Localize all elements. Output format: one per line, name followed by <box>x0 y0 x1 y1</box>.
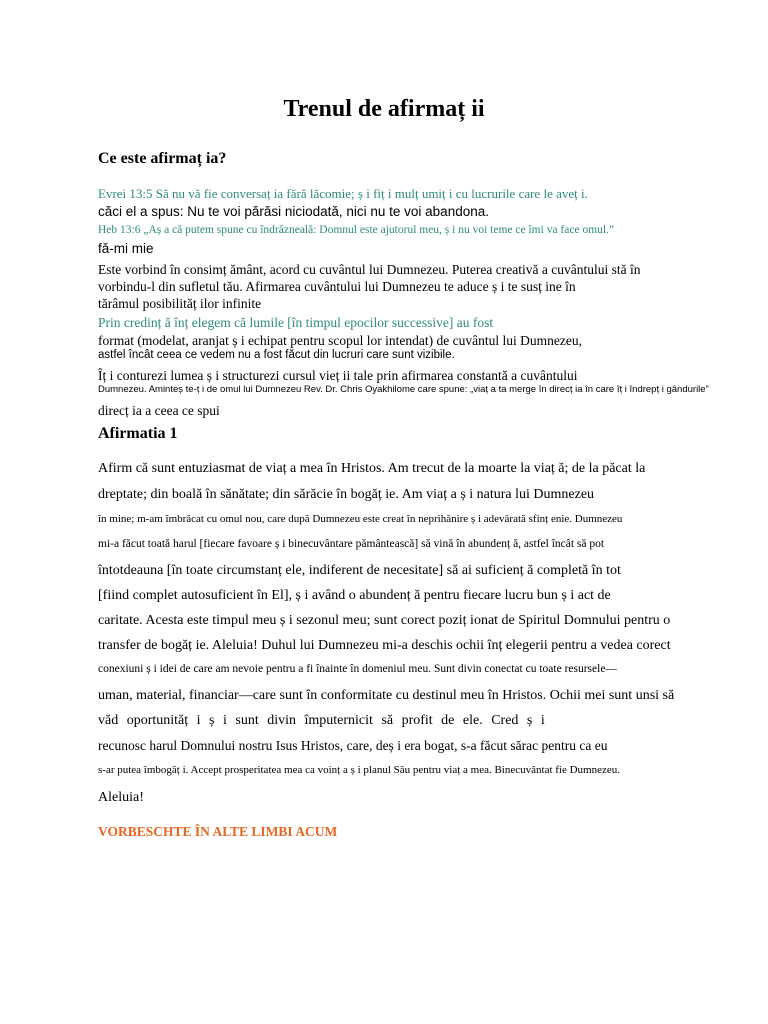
body-line: văd oportunităț i ș i sunt divin împuternicit să profit de ele. Cred ș i <box>98 713 545 728</box>
scripture-line: Prin credinț ă înț elegem că lumile [în timpul epocilor successive] au fost <box>98 315 494 330</box>
body-line: astfel încât ceea ce vedem nu a fost făcut din lucruri care sunt vizibile. <box>98 349 455 361</box>
body-line: mi-a făcut toată harul [fiecare favoare ș i binecuvântare pământească] să vină în abundenț ă, astfel încât să pot <box>98 538 605 550</box>
body-line: în mine; m-am îmbrăcat cu omul nou, care după Dumnezeu este creat în neprihănire ș i adevărată sfinț enie. Dumnezeu <box>98 513 623 525</box>
body-line: căci el a spus: Nu te voi părăsi niciodată, nici nu te voi abandona. <box>98 204 489 219</box>
scripture-line: Heb 13:6 „Aș a că putem spune cu îndrăzneală: Domnul este ajutorul meu, ș i nu voi teme ce îmi va face omul.” <box>98 224 615 236</box>
body-line: întotdeauna [în toate circumstanț ele, indiferent de necesitate] să ai suficienț ă completă în tot <box>98 563 621 578</box>
body-line: Dumnezeu. Aminteș te-ț i de omul lui Dumnezeu Rev. Dr. Chris Oyakhilome care spune: „viaț a ta merge în direcț ia în care îț i îndrepț i gândurile” <box>98 384 709 395</box>
body-line: caritate. Acesta este timpul meu ș i sezonul meu; sunt corect poziț ionat de Spiritul Domnului pentru o <box>98 613 671 628</box>
section-heading: Ce este afirmaț ia? <box>98 150 227 167</box>
body-line: fă-mi mie <box>98 241 154 256</box>
body-line: Îț i conturezi lumea ș i structurezi cursul vieț ii tale prin afirmarea constantă a cuvântului <box>98 368 578 383</box>
body-line: uman, material, financiar—care sunt în conformitate cu destinul meu în Hristos. Ochii mei sunt unsi să <box>98 688 675 703</box>
body-line: [fiind complet autosuficient în El], ș i având o abundenț ă pentru fiecare lucru bun ș i act de <box>98 588 611 603</box>
body-line: conexiuni ș i idei de care am nevoie pentru a fi înainte în domeniul meu. Sunt divin conectat cu toate resursele— <box>98 663 617 675</box>
body-line: transfer de bogăț ie. Aleluia! Duhul lui Dumnezeu mi-a deschis ochii înț elegerii pentru a vedea corect <box>98 638 671 653</box>
body-line: Aleluia! <box>98 790 144 805</box>
scripture-line: Evrei 13:5 Să nu vă fie conversaț ia fără lăcomie; ș i fiț i mulț umiț i cu lucrurile care le aveț i. <box>98 186 588 201</box>
body-line: format (modelat, aranjat ș i echipat pentru scopul lor intendat) de cuvântul lui Dumnezeu, <box>98 333 582 348</box>
body-line: recunosc harul Domnului nostru Isus Hristos, care, deș i era bogat, s-a făcut sărac pentru ca eu <box>98 738 608 753</box>
speak-in-tongues-link[interactable]: VORBESCHTE ÎN ALTE LIMBI ACUM <box>98 824 338 839</box>
body-line: direcț ia a ceea ce spui <box>98 403 220 418</box>
document-title: Trenul de afirmaț ii <box>283 96 485 122</box>
body-line: dreptate; din boală în sănătate; din sărăcie în bogăț ie. Am viaț a ș i natura lui Dumnezeu <box>98 487 595 502</box>
body-line: vorbindu-l din sufletul tău. Afirmarea cuvântului lui Dumnezeu te aduce ș i te susț ine în <box>98 279 576 294</box>
body-line: Este vorbind în consimț ământ, acord cu cuvântul lui Dumnezeu. Puterea creativă a cuvântului stă în <box>98 262 641 277</box>
body-line: tărâmul posibilităț ilor infinite <box>98 296 262 311</box>
affirmation-heading: Afirmatia 1 <box>98 425 178 442</box>
body-line: s-ar putea îmbogăț i. Accept prosperitatea mea ca voinț a ș i planul Său pentru viaț a mea. Binecuvântat fie Dumnezeu. <box>98 764 621 776</box>
body-line: Afirm că sunt entuziasmat de viaț a mea în Hristos. Am trecut de la moarte la viaț ă; de la păcat la <box>98 461 646 476</box>
